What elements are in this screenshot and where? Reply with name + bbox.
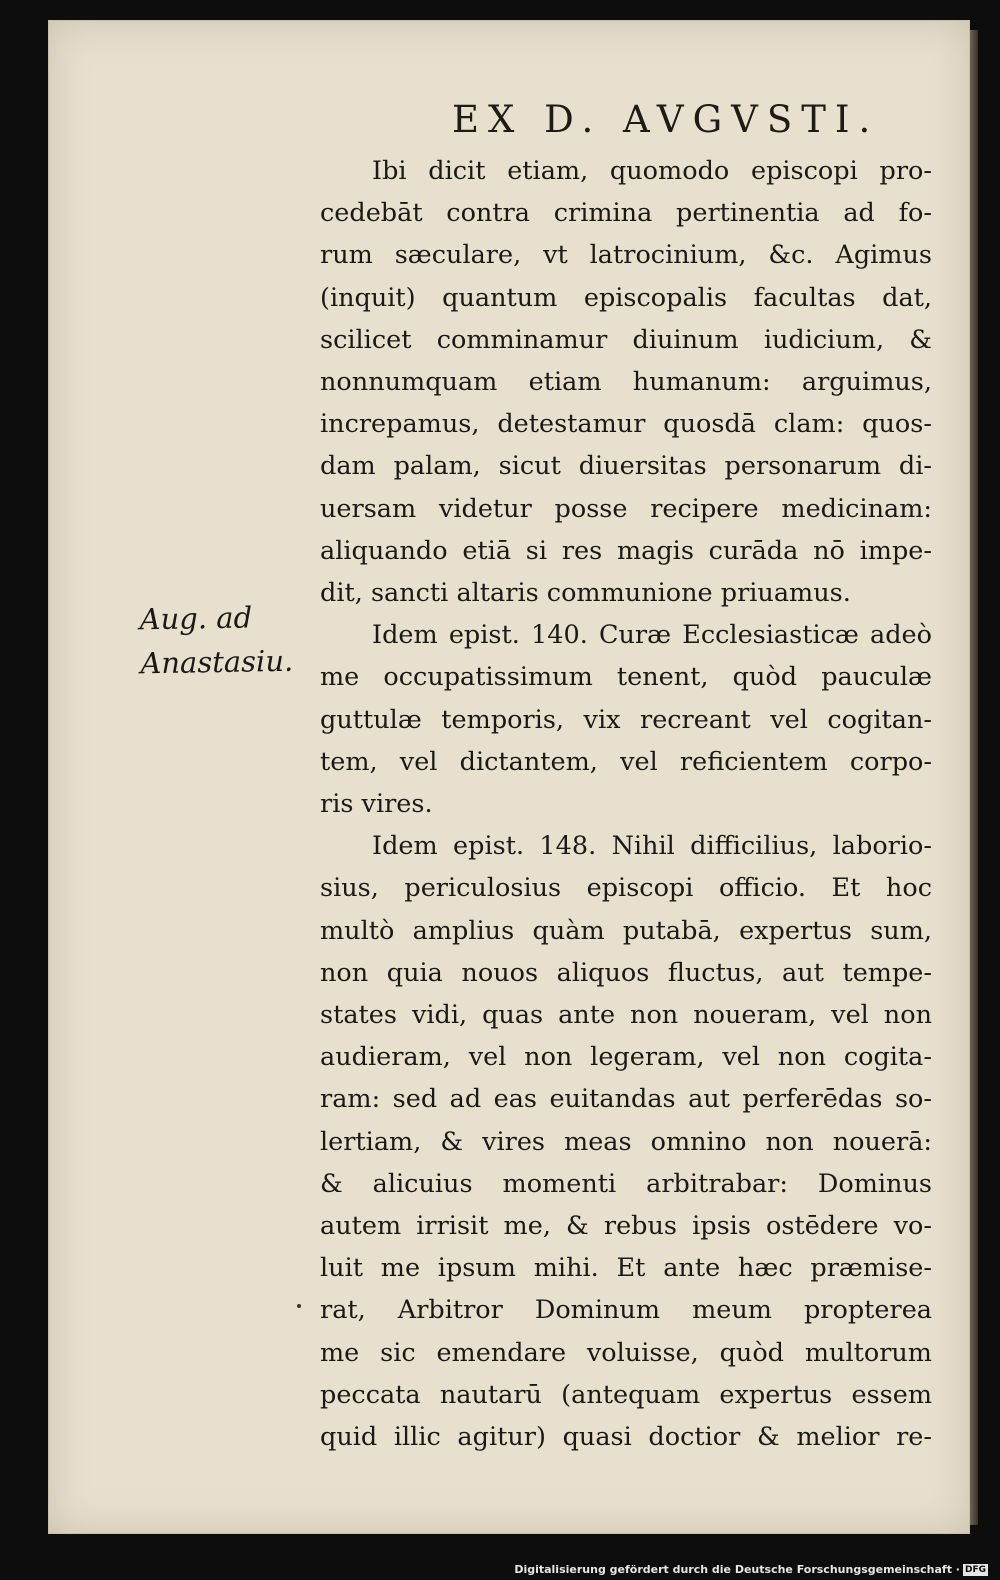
- text-line: states vidi, quas ante non noueram, vel non: [320, 1000, 932, 1031]
- credit-text: Digitalisierung gefördert durch die Deutsche Forschungsgemeinschaft ·: [514, 1563, 960, 1576]
- text-line: guttulæ temporis, vix recreant vel cogitan-: [320, 704, 932, 735]
- text-line: dam palam, sicut diuersitas personarum di-: [320, 451, 932, 482]
- text-line: uersam videtur posse recipere medicinam:: [320, 493, 932, 524]
- text-line: audieram, vel non legeram, vel non cogita-: [320, 1042, 932, 1073]
- running-head: EX D. AVGVSTI.: [452, 98, 880, 141]
- text-line: sius, periculosius episcopi officio. Et hoc: [320, 873, 932, 904]
- margin-note-line: Anastasiu.: [140, 643, 294, 681]
- dfg-logo: DFG: [964, 1564, 986, 1575]
- margin-note: [139, 595, 301, 686]
- text-line: dit, sancti altaris communione priuamus.: [320, 578, 851, 609]
- digitization-credit: [514, 1563, 988, 1576]
- text-line: ris vires.: [320, 789, 433, 820]
- text-line: scilicet comminamur diuinum iudicium, &: [320, 324, 932, 355]
- text-line: me sic emendare voluisse, quòd multorum: [320, 1337, 932, 1368]
- text-line: peccata nautarū (antequam expertus essem: [320, 1379, 932, 1410]
- text-line: & alicuius momenti arbitrabar: Dominus: [320, 1168, 932, 1199]
- text-line: Idem epist. 140. Curæ Ecclesiasticæ adeò: [372, 620, 932, 651]
- text-line: Idem epist. 148. Nihil difficilius, laborio-: [372, 831, 932, 862]
- text-line: lertiam, & vires meas omnino non nouerā:: [320, 1126, 932, 1157]
- text-line: Ibi dicit etiam, quomodo episcopi pro-: [372, 156, 932, 186]
- text-line: non quia nouos aliquos fluctus, aut tempe-: [320, 957, 932, 988]
- text-line: tem, vel dictantem, vel reficientem corpo-: [320, 746, 932, 777]
- text-line: autem irrisit me, & rebus ipsis ostēdere vo-: [320, 1211, 932, 1242]
- text-line: ram: sed ad eas euitandas aut perferēdas so-: [320, 1084, 932, 1115]
- text-line: quid illic agitur) quasi doctior & melior re-: [320, 1422, 932, 1453]
- margin-note-line: Aug. ad: [139, 600, 253, 637]
- margin-mark: [297, 1304, 301, 1308]
- text-line: me occupatissimum tenent, quòd pauculæ: [320, 662, 932, 693]
- text-line: rat, Arbitror Dominum meum propterea: [320, 1295, 932, 1326]
- text-line: aliquando etiā si res magis curāda nō impe-: [320, 535, 932, 566]
- text-line: increpamus, detestamur quosdā clam: quos-: [320, 409, 932, 440]
- text-line: rum sæculare, vt latrocinium, &c. Agimus: [320, 240, 932, 271]
- text-line: cedebāt contra crimina pertinentia ad fo-: [320, 198, 932, 229]
- text-line: (inquit) quantum episcopalis facultas dat,: [320, 282, 932, 313]
- text-line: multò amplius quàm putabā, expertus sum,: [320, 915, 932, 946]
- body-text: [320, 150, 932, 1458]
- text-line: nonnumquam etiam humanum: arguimus,: [320, 367, 932, 398]
- text-line: luit me ipsum mihi. Et ante hæc præmise-: [320, 1253, 932, 1284]
